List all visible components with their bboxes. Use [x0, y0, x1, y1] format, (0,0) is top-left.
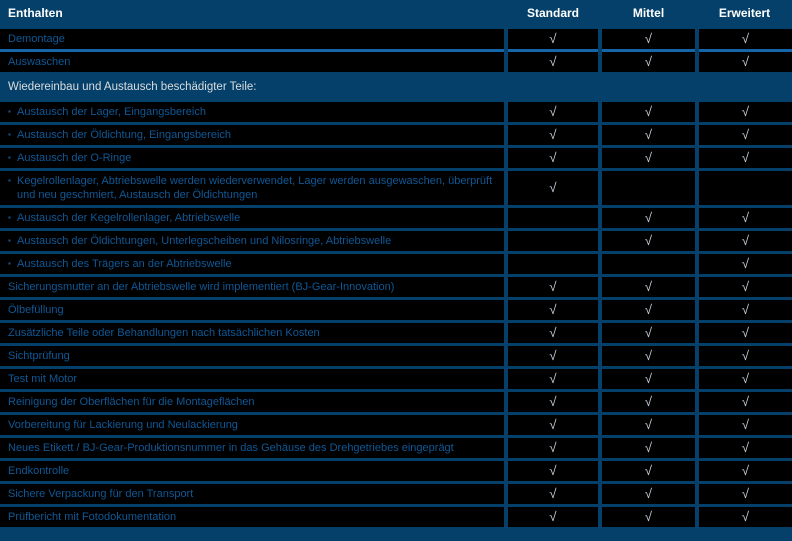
- check-cell-erweitert: [697, 170, 792, 207]
- checkmark-icon: √: [549, 417, 557, 432]
- checkmark-icon: √: [644, 348, 653, 363]
- check-cell-erweitert: [697, 506, 792, 529]
- row-label: Prüfbericht mit Fotodokumentation: [8, 511, 177, 523]
- checkmark-icon: √: [644, 371, 653, 386]
- check-cell-standard: [506, 170, 600, 207]
- row-label: Austausch der Lager, Eingangsbereich: [17, 106, 206, 118]
- table-row: [0, 460, 792, 483]
- row-label: Ölbefüllung: [8, 304, 64, 316]
- checkmark-icon: √: [549, 509, 557, 524]
- row-label-cell: [0, 437, 506, 460]
- checkmark-icon: √: [644, 394, 653, 409]
- check-cell-mittel: [600, 101, 697, 124]
- table-row: [0, 368, 792, 391]
- row-label-cell: [0, 299, 506, 322]
- check-cell-erweitert: [697, 368, 792, 391]
- checkmark-icon: √: [549, 127, 557, 142]
- table-row: [0, 207, 792, 230]
- row-label-cell: [0, 506, 506, 529]
- checkmark-icon: √: [644, 54, 653, 69]
- checkmark-icon: √: [741, 31, 750, 46]
- row-label-cell: [0, 414, 506, 437]
- checkmark-icon: √: [644, 463, 653, 478]
- check-cell-mittel: [600, 28, 697, 51]
- check-cell-mittel: [600, 437, 697, 460]
- table-row: [0, 28, 792, 51]
- checkmark-icon: √: [549, 348, 557, 363]
- table-row: [0, 322, 792, 345]
- checkmark-icon: √: [549, 54, 557, 69]
- row-label-cell: [0, 253, 506, 276]
- check-cell-erweitert: [697, 345, 792, 368]
- row-label-cell: [0, 276, 506, 299]
- check-cell-mittel: [600, 276, 697, 299]
- checkmark-icon: √: [644, 417, 653, 432]
- check-cell-erweitert: [697, 460, 792, 483]
- table-row: [0, 437, 792, 460]
- row-label-cell: [0, 345, 506, 368]
- section-header-row: [0, 74, 792, 101]
- check-cell-erweitert: [697, 414, 792, 437]
- row-label: Austausch der Öldichtung, Eingangsbereich: [17, 129, 232, 141]
- check-cell-mittel: [600, 230, 697, 253]
- row-label: Demontage: [8, 33, 65, 45]
- check-cell-erweitert: [697, 299, 792, 322]
- check-cell-mittel: [600, 51, 697, 74]
- row-label: Kegelrollenlager, Abtriebswelle werden wiederverwendet, Lager werden ausgewaschen, überprüft und neu geschmiert, Austausch der Öldichtungen: [17, 175, 493, 201]
- check-cell-mittel: [600, 368, 697, 391]
- row-label-cell: [0, 147, 506, 170]
- column-header-standard: Standard: [506, 0, 600, 28]
- checkmark-icon: √: [741, 486, 750, 501]
- checkmark-icon: √: [741, 325, 750, 340]
- row-label: Austausch der O-Ringe: [17, 152, 132, 164]
- check-cell-standard: [506, 147, 600, 170]
- bullet-icon: ▪: [8, 176, 11, 185]
- check-cell-standard: [506, 437, 600, 460]
- check-cell-standard: [506, 276, 600, 299]
- checkmark-icon: √: [644, 302, 653, 317]
- check-cell-erweitert: [697, 253, 792, 276]
- checkmark-icon: √: [741, 302, 750, 317]
- row-label: Austausch der Kegelrollenlager, Abtriebswelle: [17, 212, 241, 224]
- checkmark-icon: √: [549, 440, 557, 455]
- row-label-cell: [0, 170, 506, 207]
- check-cell-erweitert: [697, 322, 792, 345]
- table-row: [0, 506, 792, 529]
- check-cell-erweitert: [697, 51, 792, 74]
- checkmark-icon: √: [644, 31, 653, 46]
- check-cell-standard: [506, 51, 600, 74]
- check-cell-standard: [506, 124, 600, 147]
- checkmark-icon: √: [741, 127, 750, 142]
- row-label-cell: [0, 322, 506, 345]
- checkmark-icon: √: [549, 325, 557, 340]
- checkmark-icon: √: [644, 325, 653, 340]
- checkmark-icon: √: [549, 463, 557, 478]
- row-label: Sichere Verpackung für den Transport: [8, 488, 194, 500]
- check-cell-standard: [506, 322, 600, 345]
- row-label-cell: [0, 28, 506, 51]
- checkmark-icon: √: [549, 31, 557, 46]
- column-header-included: Enthalten: [0, 0, 506, 28]
- check-cell-standard: [506, 391, 600, 414]
- checkmark-icon: √: [741, 233, 750, 248]
- checkmark-icon: √: [741, 394, 750, 409]
- table-row: [0, 170, 792, 207]
- check-cell-erweitert: [697, 124, 792, 147]
- checkmark-icon: √: [644, 210, 653, 225]
- table-row: [0, 414, 792, 437]
- check-cell-erweitert: [697, 147, 792, 170]
- row-label-cell: [0, 101, 506, 124]
- checkmark-icon: √: [644, 233, 653, 248]
- check-cell-mittel: [600, 147, 697, 170]
- check-cell-mittel: [600, 170, 697, 207]
- checkmark-icon: √: [644, 279, 653, 294]
- row-label-cell: [0, 483, 506, 506]
- checkmark-icon: √: [741, 348, 750, 363]
- check-cell-standard: [506, 460, 600, 483]
- checkmark-icon: √: [644, 104, 653, 119]
- bullet-icon: ▪: [8, 236, 11, 245]
- row-label: Vorbereitung für Lackierung und Neulackierung: [8, 419, 238, 431]
- check-cell-erweitert: [697, 483, 792, 506]
- row-label-cell: [0, 368, 506, 391]
- check-cell-standard: [506, 299, 600, 322]
- row-label: Test mit Motor: [8, 373, 78, 385]
- row-label: Zusätzliche Teile oder Behandlungen nach tatsächlichen Kosten: [8, 327, 320, 339]
- check-cell-erweitert: [697, 437, 792, 460]
- row-label: Auswaschen: [8, 56, 71, 68]
- row-label: Austausch des Trägers an der Abtriebswelle: [17, 258, 232, 270]
- section-header-label: Wiedereinbau und Austausch beschädigter Teile:: [0, 74, 792, 101]
- checkmark-icon: √: [549, 279, 557, 294]
- bullet-icon: ▪: [8, 213, 11, 222]
- check-cell-mittel: [600, 124, 697, 147]
- check-cell-erweitert: [697, 391, 792, 414]
- checkmark-icon: √: [741, 440, 750, 455]
- column-header-erweitert: Erweitert: [697, 0, 792, 28]
- row-label: Reinigung der Oberflächen für die Montageflächen: [8, 396, 255, 408]
- row-label-cell: [0, 460, 506, 483]
- checkmark-icon: √: [549, 371, 557, 386]
- check-cell-standard: [506, 414, 600, 437]
- checkmark-icon: √: [741, 279, 750, 294]
- table-row: [0, 101, 792, 124]
- checkmark-icon: √: [644, 440, 653, 455]
- check-cell-mittel: [600, 506, 697, 529]
- row-label: Sicherungsmutter an der Abtriebswelle wird implementiert (BJ-Gear-Innovation): [8, 281, 395, 293]
- checkmark-icon: √: [741, 509, 750, 524]
- checkmark-icon: √: [741, 256, 750, 271]
- table-row: [0, 391, 792, 414]
- checkmark-icon: √: [549, 486, 557, 501]
- checkmark-icon: √: [741, 417, 750, 432]
- checkmark-icon: √: [741, 104, 750, 119]
- check-cell-mittel: [600, 483, 697, 506]
- check-cell-standard: [506, 207, 600, 230]
- column-header-mittel: Mittel: [600, 0, 697, 28]
- checkmark-icon: √: [741, 54, 750, 69]
- check-cell-mittel: [600, 299, 697, 322]
- checkmark-icon: √: [549, 150, 557, 165]
- bullet-icon: ▪: [8, 130, 11, 139]
- table-row: [0, 299, 792, 322]
- check-cell-erweitert: [697, 276, 792, 299]
- check-cell-erweitert: [697, 230, 792, 253]
- table-row: [0, 124, 792, 147]
- checkmark-icon: √: [741, 210, 750, 225]
- check-cell-mittel: [600, 414, 697, 437]
- checkmark-icon: √: [549, 180, 557, 195]
- check-cell-standard: [506, 506, 600, 529]
- checkmark-icon: √: [741, 371, 750, 386]
- row-label: Neues Etikett / BJ-Gear-Produktionsnummer in das Gehäuse des Drehgetriebes eingeprägt: [8, 442, 454, 454]
- row-label: Endkontrolle: [8, 465, 70, 477]
- table-row: [0, 230, 792, 253]
- check-cell-standard: [506, 253, 600, 276]
- bullet-icon: ▪: [8, 153, 11, 162]
- row-label-cell: [0, 391, 506, 414]
- check-cell-mittel: [600, 207, 697, 230]
- check-cell-standard: [506, 345, 600, 368]
- bullet-icon: ▪: [8, 107, 11, 116]
- check-cell-standard: [506, 368, 600, 391]
- checkmark-icon: √: [549, 104, 557, 119]
- checkmark-icon: √: [644, 509, 653, 524]
- checkmark-icon: √: [644, 486, 653, 501]
- check-cell-erweitert: [697, 28, 792, 51]
- check-cell-mittel: [600, 391, 697, 414]
- check-cell-standard: [506, 483, 600, 506]
- checkmark-icon: √: [549, 394, 557, 409]
- check-cell-mittel: [600, 460, 697, 483]
- check-cell-standard: [506, 101, 600, 124]
- bullet-icon: ▪: [8, 259, 11, 268]
- checkmark-icon: √: [741, 150, 750, 165]
- row-label: Sichtprüfung: [8, 350, 70, 362]
- check-cell-standard: [506, 230, 600, 253]
- table-row: [0, 147, 792, 170]
- row-label-cell: [0, 51, 506, 74]
- table-row: [0, 253, 792, 276]
- check-cell-mittel: [600, 345, 697, 368]
- checkmark-icon: √: [644, 127, 653, 142]
- row-label-cell: [0, 230, 506, 253]
- table-row: [0, 483, 792, 506]
- check-cell-mittel: [600, 322, 697, 345]
- check-cell-mittel: [600, 253, 697, 276]
- check-cell-erweitert: [697, 207, 792, 230]
- table-row: [0, 51, 792, 74]
- table-row: [0, 276, 792, 299]
- checkmark-icon: √: [644, 150, 653, 165]
- table-header-row: [0, 0, 792, 28]
- checkmark-icon: √: [741, 463, 750, 478]
- table-row: [0, 345, 792, 368]
- row-label-cell: [0, 207, 506, 230]
- row-label-cell: [0, 124, 506, 147]
- checkmark-icon: √: [549, 302, 557, 317]
- row-label: Austausch der Öldichtungen, Unterlegscheiben und Nilosringe, Abtriebswelle: [17, 235, 392, 247]
- check-cell-erweitert: [697, 101, 792, 124]
- check-cell-standard: [506, 28, 600, 51]
